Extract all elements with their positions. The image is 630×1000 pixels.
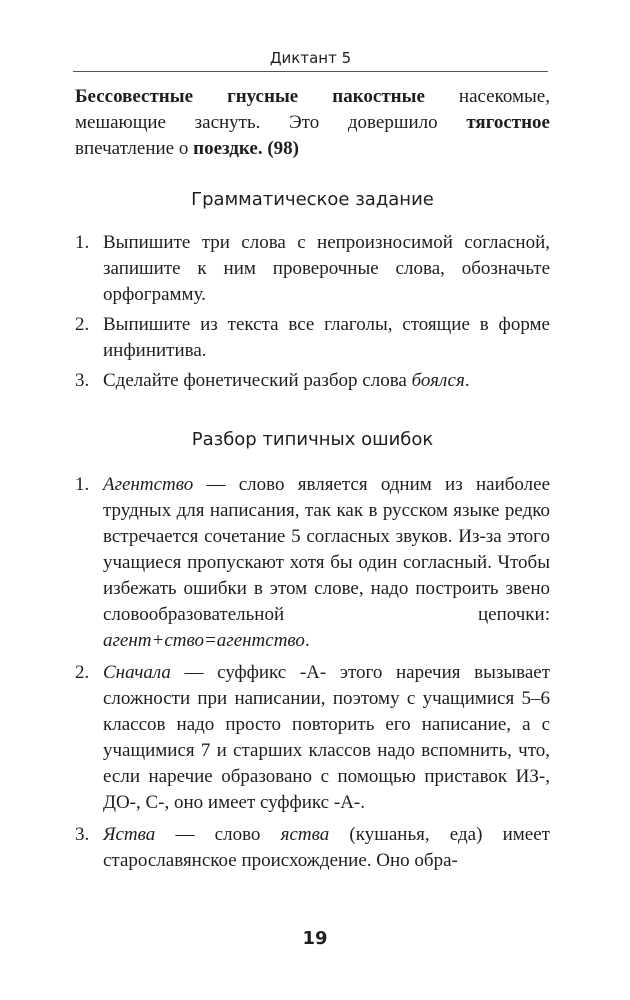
task-text: Выпишите три слова с непроизносимой согласной, запишите к ним проверочные слова, обозначьте орфограмму. <box>103 232 550 305</box>
task-text: Выпишите из текста все глаголы, стоящие в форме инфинитива. <box>103 314 550 361</box>
running-header <box>73 46 548 72</box>
bold-phrase-2: тягостное <box>466 112 550 133</box>
bold-phrase-1: Бессовестные гнусные пакостные <box>75 86 425 107</box>
item-text: — суффикс -А- этого наречия вызывает сложности при написании, поэтому с учащимися 5–6 классов надо просто повторить его написание, а с учащимися 7 и старших классов надо вспомнить, что, если наречие образовано с помощью приставок ИЗ-, ДО-, С-, оно имеет суффикс -А-. <box>103 662 550 813</box>
item-number: 2. <box>75 662 90 683</box>
text-fragment-1: насекомые, мешающие заснуть. Это довершило <box>75 86 550 133</box>
item-term-inline: яства <box>280 824 330 845</box>
task-number: 2. <box>75 314 90 335</box>
dictation-title: Диктант 5 <box>269 49 352 67</box>
item-text-continued: (кушанья, еда) имеет старославянское происхождение. Оно обра- <box>103 824 550 871</box>
page-number: 19 <box>302 928 328 949</box>
item-tail: . <box>304 630 310 651</box>
bold-phrase-3: поездке. (98) <box>193 138 299 159</box>
dictation-text <box>75 84 550 162</box>
item-term: Агентство <box>103 474 194 495</box>
task-tail: . <box>464 370 470 391</box>
grammar-task <box>75 368 550 394</box>
item-term: Сначала <box>103 662 171 683</box>
grammar-task <box>75 312 550 364</box>
task-text: Сделайте фонетический разбор слова <box>103 370 412 391</box>
task-number: 3. <box>75 370 90 391</box>
error-item <box>75 472 550 654</box>
errors-section-title: Разбор типичных ошибок <box>191 429 434 450</box>
page-content <box>75 84 550 880</box>
item-term: Яства <box>103 824 156 845</box>
error-item <box>75 660 550 816</box>
grammar-task-list <box>75 230 550 394</box>
grammar-section-title: Грамматическое задание <box>191 189 434 210</box>
item-number: 1. <box>75 474 90 495</box>
grammar-task <box>75 230 550 308</box>
item-text: — слово <box>155 824 281 845</box>
task-word: боялся <box>411 370 465 391</box>
item-text: — слово является одним из наиболее трудных для написания, так как в русском языке редко встречается сочетание 5 согласных звуков. Из-за этого учащиеся пропускают хотя бы один согласный. Чтобы избежать ошибки в этом слове, надо построить звено словообразовательной цепочки: <box>103 474 550 625</box>
task-number: 1. <box>75 232 90 253</box>
error-analysis-list <box>75 472 550 874</box>
item-number: 3. <box>75 824 90 845</box>
text-fragment-2: впечатление о <box>75 138 194 159</box>
error-item <box>75 822 550 874</box>
item-formula: агент+ство=агентство <box>103 630 305 651</box>
